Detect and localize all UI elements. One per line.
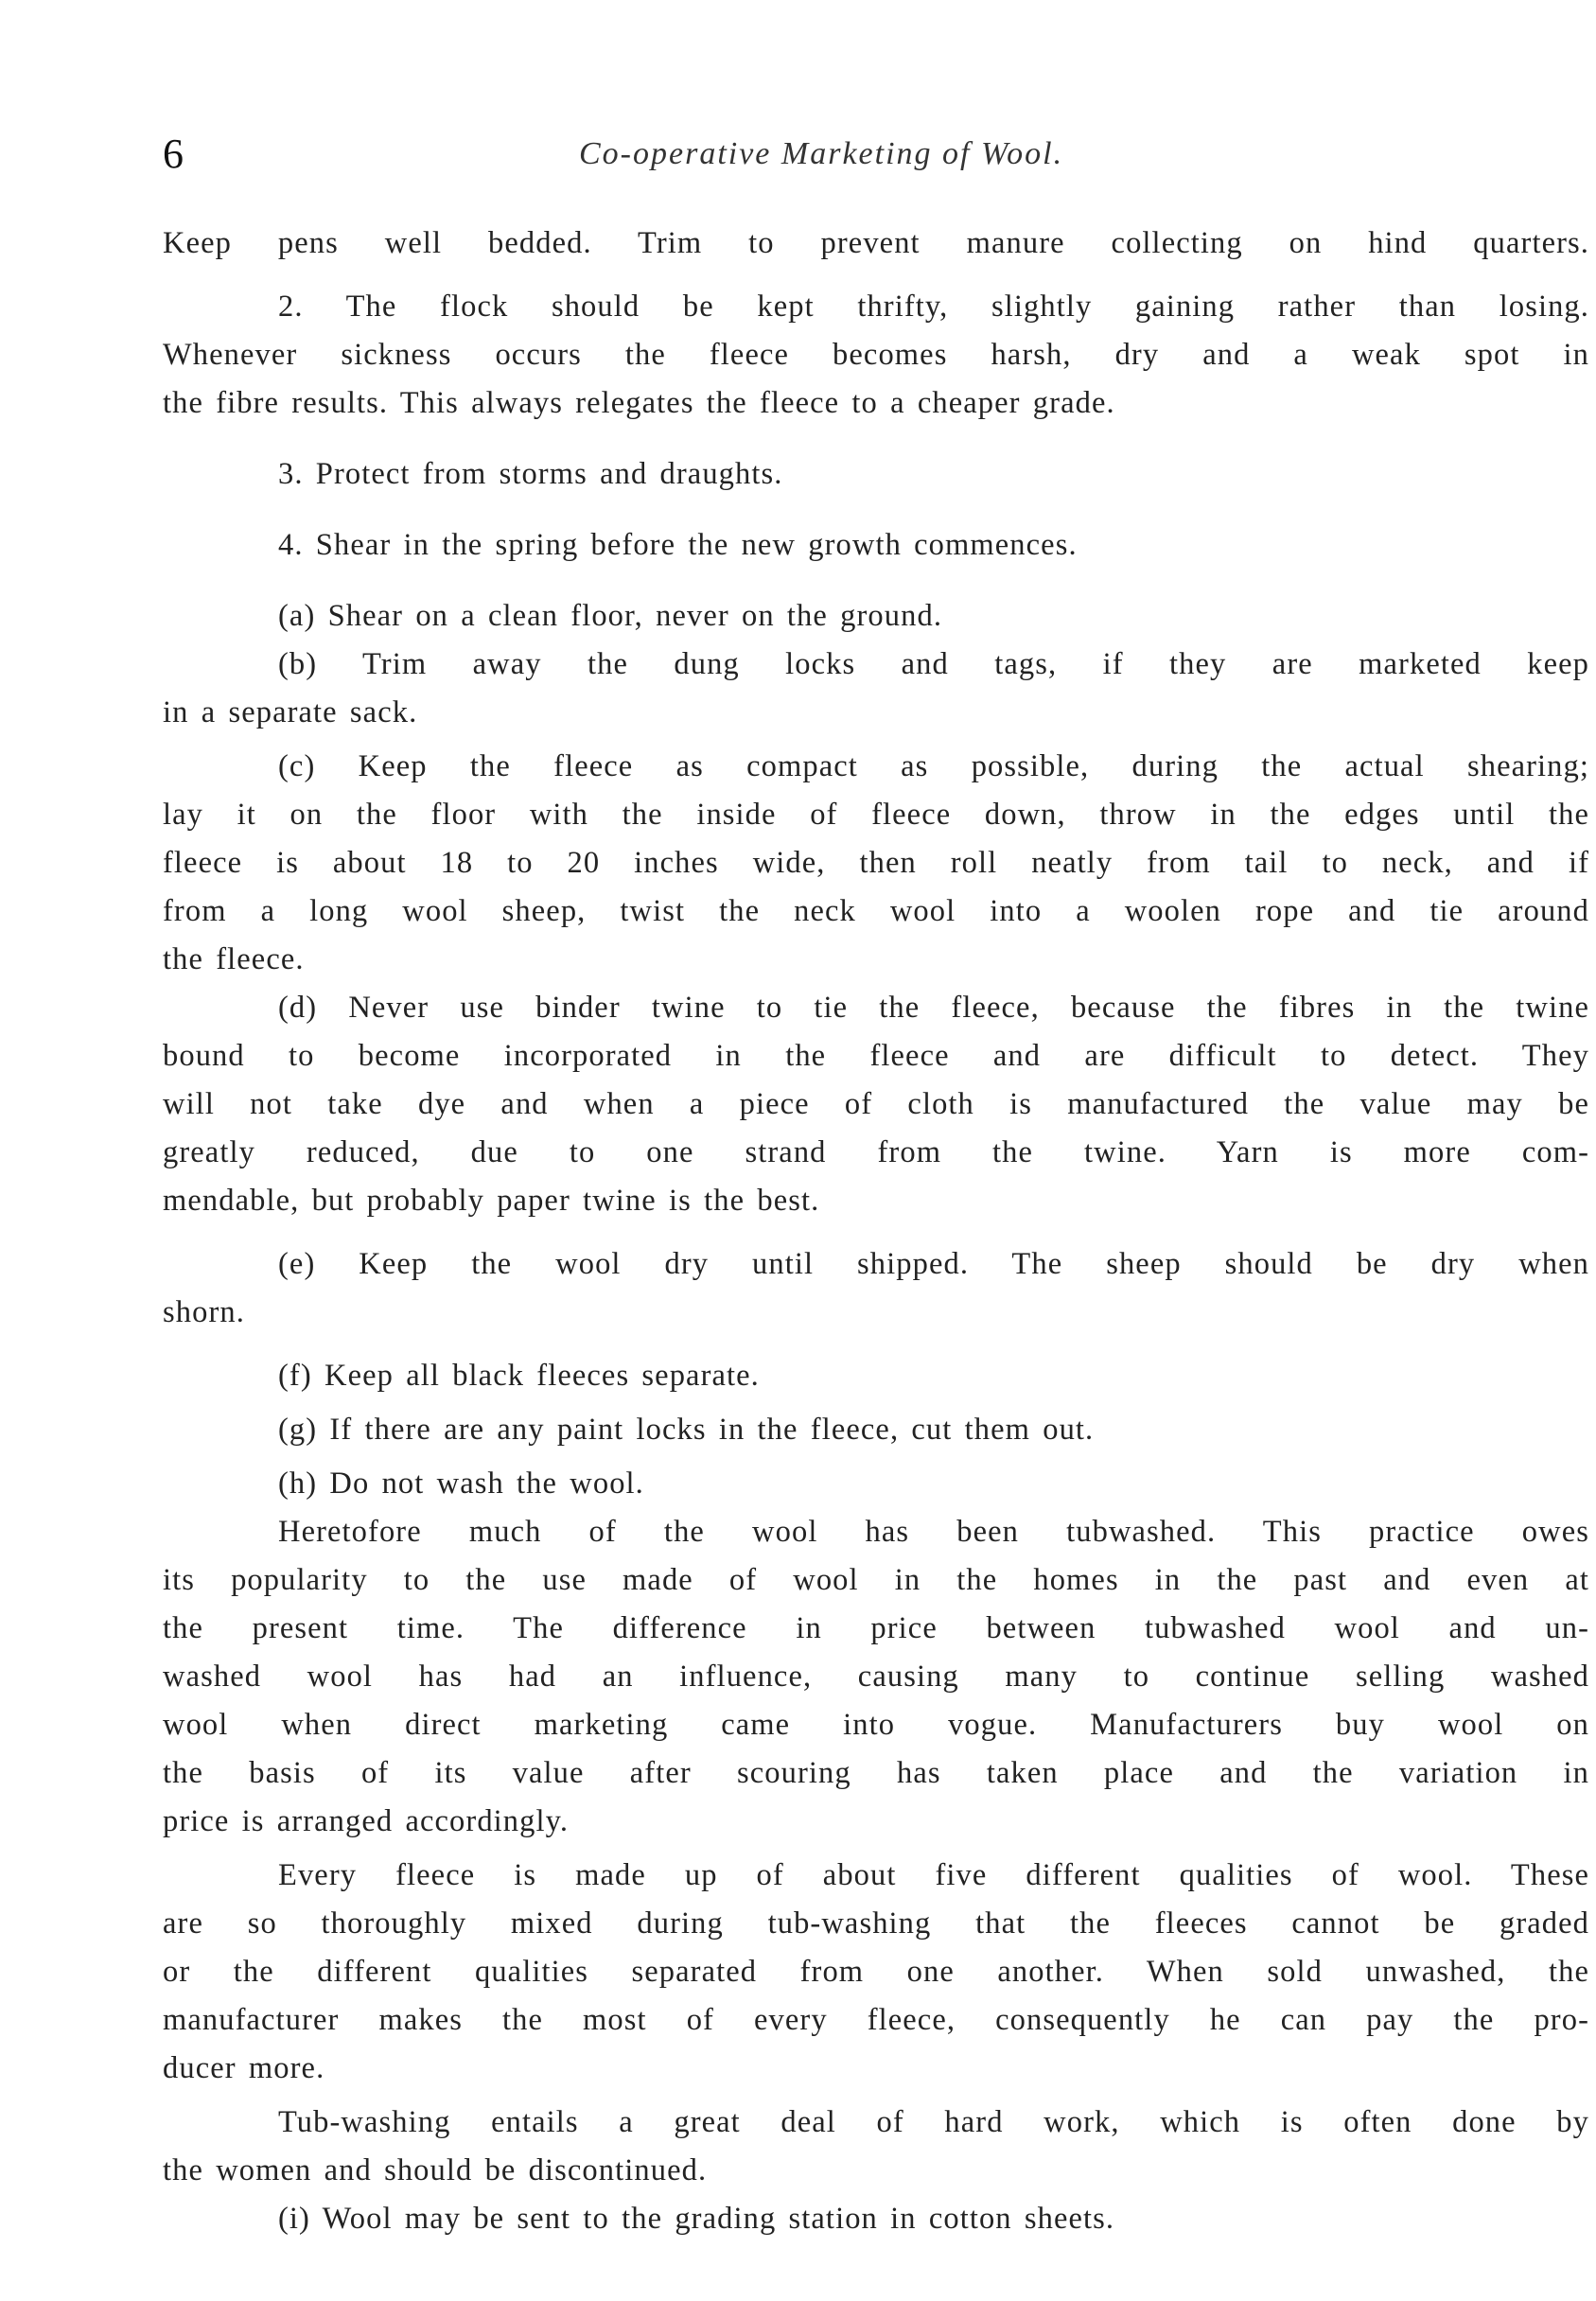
text-line: (i) Wool may be sent to the grading station in cotton sheets. [278, 2202, 1115, 2236]
text-line: Keep pens well bedded. Trim to prevent manure collecting on hind quarters. [163, 226, 1589, 260]
text-line: will not take dye and when a piece of cloth is manufactured the value may be [163, 1087, 1589, 1121]
text-line: price is arranged accordingly. [163, 1804, 570, 1838]
text-line: (e) Keep the wool dry until shipped. The sheep should be dry when [278, 1247, 1589, 1281]
text-line: (d) Never use binder twine to tie the fleece, because the fibres in the twine [278, 991, 1589, 1025]
text-line: in a separate sack. [163, 695, 418, 729]
text-line: (f) Keep all black fleeces separate. [278, 1359, 760, 1393]
text-line: manufacturer makes the most of every fleece, consequently he can pay the pro- [163, 2003, 1589, 2037]
text-line: Every fleece is made up of about five different qualities of wool. These [278, 1858, 1589, 1892]
text-line: the basis of its value after scouring has taken place and the variation in [163, 1756, 1589, 1790]
text-line: (h) Do not wash the wool. [278, 1467, 644, 1501]
text-line: washed wool has had an influence, causing many to continue selling washed [163, 1660, 1589, 1694]
text-line: 4. Shear in the spring before the new growth commences. [278, 528, 1078, 562]
page-header [163, 121, 1596, 187]
body-text [163, 220, 1589, 2243]
text-line: (g) If there are any paint locks in the fleece, cut them out. [278, 1413, 1095, 1447]
text-line: ducer more. [163, 2051, 325, 2085]
text-line: the fleece. [163, 942, 305, 976]
text-line: the fibre results. This always relegates the fleece to a cheaper grade. [163, 386, 1115, 420]
text-line: wool when direct marketing came into vogue. Manufacturers buy wool on [163, 1708, 1589, 1742]
text-line: shorn. [163, 1295, 245, 1329]
text-line: (a) Shear on a clean floor, never on the ground. [278, 599, 943, 633]
text-line: Whenever sickness occurs the fleece becomes harsh, dry and a weak spot in [163, 338, 1589, 372]
text-line: the present time. The difference in price between tubwashed wool and un- [163, 1611, 1589, 1645]
text-line: greatly reduced, due to one strand from the twine. Yarn is more com- [163, 1135, 1589, 1169]
text-line: are so thoroughly mixed during tub-washing that the fleeces cannot be graded [163, 1906, 1589, 1941]
text-line: Tub-washing entails a great deal of hard work, which is often done by [278, 2105, 1589, 2139]
text-line: 3. Protect from storms and draughts. [278, 457, 783, 491]
text-line: its popularity to the use made of wool in the homes in the past and even at [163, 1563, 1589, 1597]
text-line: or the different qualities separated from one another. When sold unwashed, the [163, 1955, 1589, 1989]
text-line: Heretofore much of the wool has been tubwashed. This practice owes [278, 1515, 1589, 1549]
text-line: the women and should be discontinued. [163, 2153, 708, 2187]
running-title: Co-operative Marketing of Wool. [579, 136, 1064, 171]
text-line: fleece is about 18 to 20 inches wide, then roll neatly from tail to neck, and if [163, 846, 1589, 880]
text-line: bound to become incorporated in the fleece and are difficult to detect. They [163, 1039, 1589, 1073]
text-line: from a long wool sheep, twist the neck wool into a woolen rope and tie around [163, 894, 1589, 928]
text-line: (b) Trim away the dung locks and tags, if they are marketed keep [278, 647, 1589, 681]
text-line: 2. The flock should be kept thrifty, slightly gaining rather than losing. [278, 290, 1589, 324]
text-line: mendable, but probably paper twine is the best. [163, 1184, 820, 1218]
text-line: lay it on the floor with the inside of fleece down, throw in the edges until the [163, 798, 1589, 832]
page-number: 6 [163, 131, 184, 177]
text-line: (c) Keep the fleece as compact as possible, during the actual shearing; [278, 749, 1589, 783]
